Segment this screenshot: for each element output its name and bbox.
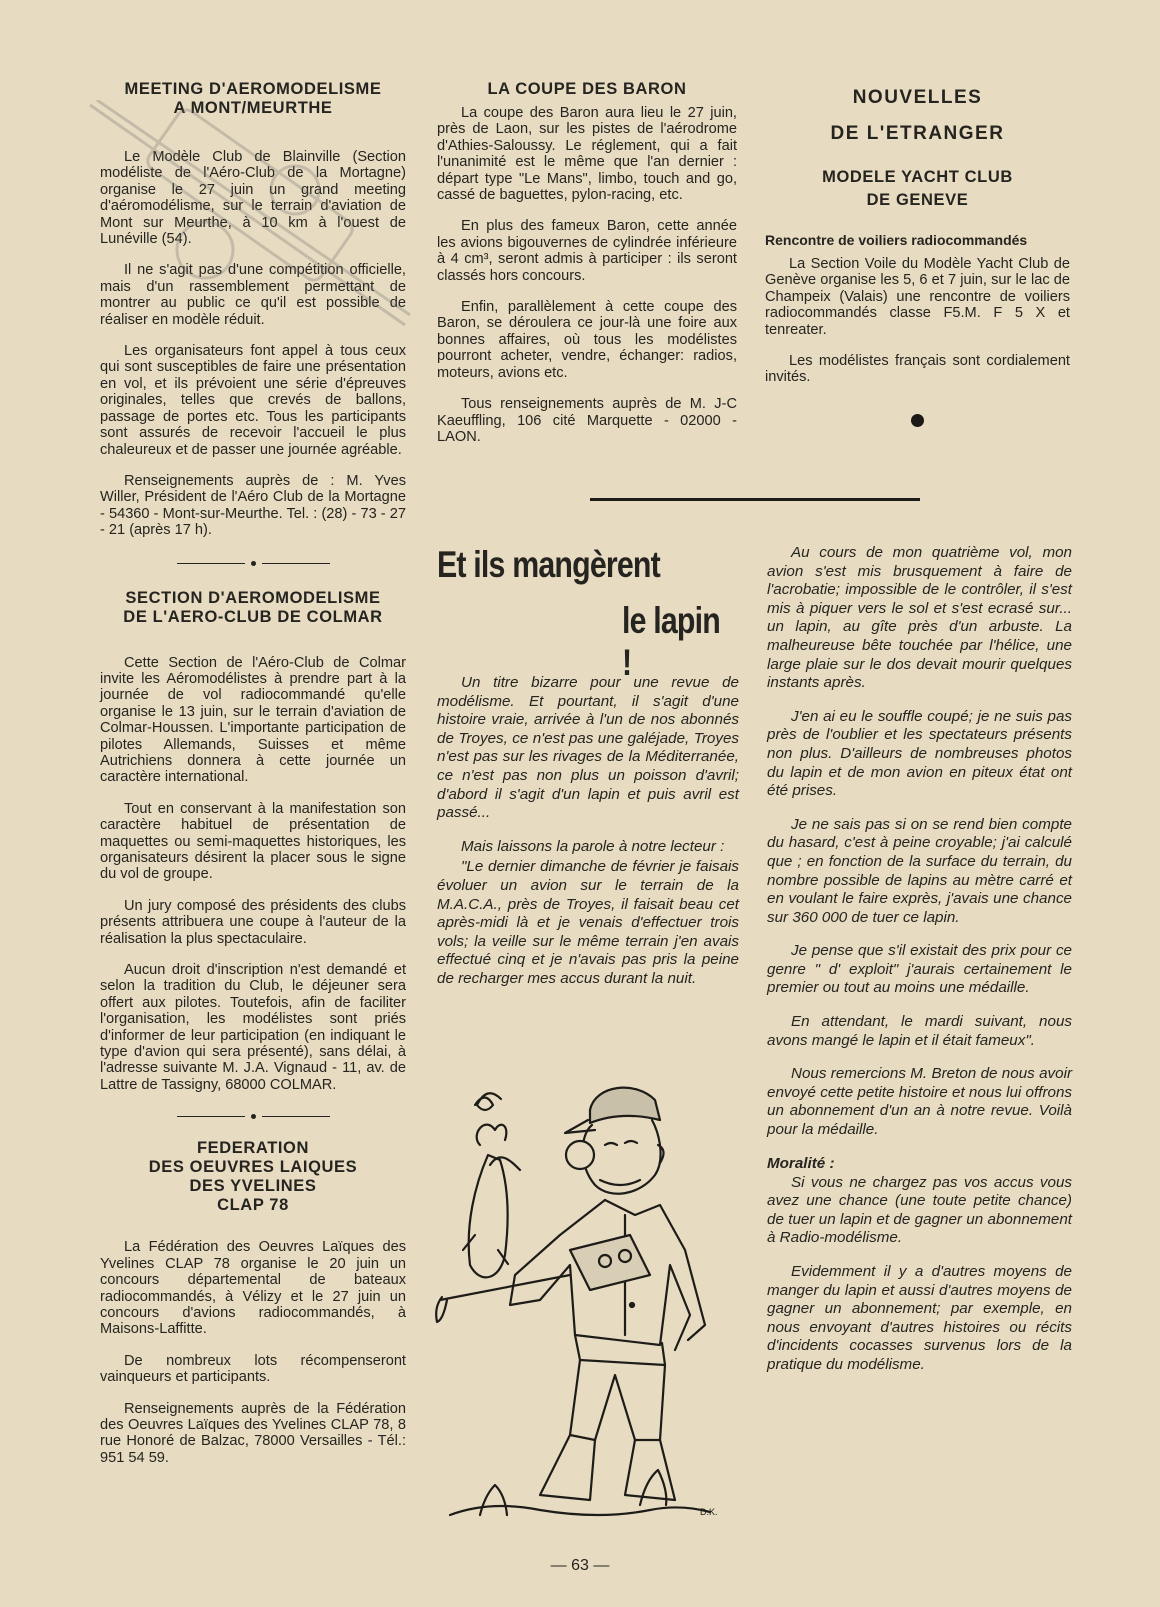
paragraph: Nous remercions M. Breton de nous avoir envoyé cette petite histoire et nous lui offrons un abonnement d'un an à notre revue. Voilà pour la médaille.	[767, 1065, 1072, 1139]
page-number: — 63 —	[550, 1557, 610, 1574]
paragraph: Renseignements auprès de : M. Yves Willer, Président de l'Aéro Club de la Mortagne - 54360 - Mont-sur-Meurthe. Tel. : (28) - 73 - 27 - 21 (après 17 h).	[100, 472, 406, 539]
paragraph: Aucun droit d'inscription n'est demandé et selon la tradition du Club, le déjeuner sera offert aux pilotes. Toutefois, afin de faciliter l'organisation, les modélistes sont priés d'informer de leur participation (en indiquant le type d'avion qui sera présenté), sans délai, à l'adresse suivante M. J.A. Vignaud - 11, av. de Lattre de Tassigny, 68000 COLMAR.	[100, 962, 406, 1093]
moralite-label: Moralité :	[767, 1154, 835, 1172]
paragraph: Enfin, parallèlement à cette coupe des Baron, se déroulera ce jour-là une foire aux bonnes affaires, où tous les modélistes pourront acheter, vendre, échanger: radios, moteurs, avions etc.	[437, 299, 737, 381]
end-of-article-bullet	[911, 414, 924, 427]
paragraph: Les modélistes français sont cordialement invités.	[765, 353, 1070, 386]
paragraph: Tout en conservant à la manifestation son caractère habituel de présentation de maquettes ou semi-maquettes historiques, les organisateurs désirent la placer sous le signe du vol de groupe.	[100, 800, 406, 883]
paragraph: Je ne sais pas si on se rend bien compte du hasard, c'est à peine croyable; j'ai calculé que ; en fonction de la surface du terrain, du nombre possible de lapins au mètre carré et en voulant le faire exprès, j'avais une chance sur 360 000 de tuer ce lapin.	[767, 815, 1072, 926]
article-title-line: SECTION D'AEROMODELISME	[125, 588, 381, 607]
paragraph: Les organisateurs font appel à tous ceux qui sont susceptibles de faire une présentation en vol, et ils prévoient une série d'épreuves originales, telles que crevés de ballons, passage de portes etc. Tous les participants sont assurés de recevoir l'accueil le plus chaleureux et de passer une journée agréable.	[100, 343, 406, 458]
headline-line: Et ils mangèrent	[437, 544, 660, 585]
section-separator	[100, 1109, 406, 1123]
paragraph: En plus des fameux Baron, cette année les avions bigouvernes de cylindrée inférieure à 4 cm³, seront admis à participer : ils seront classés hors concours.	[437, 218, 737, 284]
paragraph: La coupe des Baron aura lieu le 27 juin, près de Laon, sur les pistes de l'aérodrome d'Athies-Saloussy. Le réglement, qui a fait l'unanimité est le même que l'an dernier : départ type "Le Mans", limbo, touch and go, cassé de baguettes, pylon-racing, etc.	[437, 105, 737, 204]
article-lapin-continued	[767, 544, 1072, 1390]
paragraph: Renseignements auprès de la Fédération des Oeuvres Laïques des Yvelines CLAP 78, 8 rue Honoré de Balzac, 78000 Versailles - Tél.: 951 54 59.	[100, 1400, 406, 1466]
paragraph: La Section Voile du Modèle Yacht Club de Genève organise les 5, 6 et 7 juin, sur le lac de Champeix (Valais) une rencontre de voiliers radiocommandés classe F5.M. F 5 X et tenreater.	[765, 256, 1070, 338]
article-title-line: CLAP 78	[217, 1196, 289, 1215]
paragraph: Au cours de mon quatrième vol, mon avion s'est mis brusquement à faire de l'acrobatie; impossible de le contrôler, il s'est mis à piquer vers le sol et s'est ecrasé sur... un lapin, au gîte près d'un arbuste. La malheureuse bête touchée par l'hélice, une large plaie sur le dos devait mourir quelques instants après.	[767, 544, 1072, 692]
horizontal-rule	[590, 498, 920, 501]
article-clap-78	[100, 1139, 406, 1466]
paragraph: La Fédération des Oeuvres Laïques des Yvelines CLAP 78 organise le 20 juin un concours départemental de bateaux radiocommandés, à Vélizy et le 27 juin un concours d'avions radiocommandés, à Maisons-Laffitte.	[100, 1239, 406, 1338]
paragraph: J'en ai eu le souffle coupé; je ne suis pas près de l'oublier et les spectateurs présents non plus. D'ailleurs de nombreuses photos du lapin et de mon avion en piteux état ont été prises.	[767, 707, 1072, 800]
article-subheading: Rencontre de voiliers radiocommandés	[765, 232, 1028, 248]
headline-line: le lapin !	[622, 600, 720, 683]
paragraph: Evidemment il y a d'autres moyens de manger du lapin et aussi d'autres moyens de gagner un abonnement; par exemple, en nous envoyant d'autres histoires ou récits d'incidents cocasses survenus lors de la pratique du modélisme.	[767, 1263, 1072, 1373]
article-colmar	[100, 589, 406, 1094]
article-title-line: FEDERATION	[196, 1139, 310, 1158]
article-title-line: DE GENEVE	[866, 191, 969, 209]
article-lapin-intro	[437, 674, 739, 1004]
paragraph: Un titre bizarre pour une revue de modélisme. Et pourtant, il s'agit d'une histoire vraie, arrivée à l'un de nos abonnés de Troyes, ce n'est pas une galéjade, Troyes n'est pas sur les rivages de la Méditerranée, ce n'est pas non plus un poisson d'avril; d'abord il s'agit d'un lapin et puis avril est passé...	[437, 674, 739, 822]
paragraph: Le Modèle Club de Blainville (Section modéliste de l'Aéro-Club de la Mortagne) organise le 27 juin un grand meeting d'aéromodélisme, sur le terrain d'aviation de Mont sur Meurthe, à 10 km à l'ouest de Lunéville (54).	[100, 149, 406, 248]
cartoon-man-holding-rabbit-and-model-plane	[420, 1075, 740, 1545]
article-title: LA COUPE DES BARON	[487, 80, 687, 98]
article-nouvelles-etranger	[765, 80, 1070, 427]
paragraph: Si vous ne chargez pas vos accus vous avez une chance (une toute petite chance) de tuer un lapin et de gagner un abonnement à Radio-modélisme.	[767, 1173, 1072, 1247]
paragraph: Tous renseignements auprès de M. J-C Kaeuffling, 106 cité Marquette - 02000 - LAON.	[437, 396, 737, 445]
section-title-line: DE L'ETRANGER	[830, 123, 1005, 144]
section-title-line: NOUVELLES	[852, 87, 983, 108]
article-headline	[437, 544, 757, 683]
paragraph: De nombreux lots récompenseront vainqueurs et participants.	[100, 1352, 406, 1386]
paragraph: Cette Section de l'Aéro-Club de Colmar invite les Aéromodélistes à prendre part à la journée de vol radiocommandé qu'elle organise le 13 juin, sur le terrain d'aviation de Colmar-Houssen. L'importante participation de pilotes Allemands, Suisses et même Autrichiens donnera à cette journée un caractère international.	[100, 654, 406, 786]
paragraph: Il ne s'agit pas d'une compétition officielle, mais d'un rassemblement permettant de montrer au public ce qu'il est possible de réaliser en modèle réduit.	[100, 262, 406, 328]
article-title-line: DES YVELINES	[189, 1177, 317, 1196]
paragraph: Je pense que s'il existait des prix pour ce genre " d' exploit" j'aurais certainement le premier ou tout au moins une médaille.	[767, 942, 1072, 997]
artist-signature: D.K.	[700, 1507, 718, 1517]
article-meeting-mont-meurthe	[100, 80, 406, 539]
article-title-line: MEETING D'AEROMODELISME	[124, 80, 382, 98]
article-title-line: DES OEUVRES LAIQUES	[148, 1158, 358, 1177]
paragraph: Un jury composé des présidents des clubs présents attribuera une coupe à l'auteur de la réalisation la plus spectaculaire.	[100, 897, 406, 947]
article-title-line: DE L'AERO-CLUB DE COLMAR	[123, 607, 383, 626]
paragraph: "Le dernier dimanche de février je faisais évoluer un avion sur le terrain de la M.A.C.A., près de Troyes, il faisait beau cet après-midi là et je venais d'effectuer trois vols; la veille sur le même terrain j'en avais effectué cinq et je n'avais pas pris la peine de recharger mes accus durant la nuit.	[437, 858, 739, 987]
paragraph: En attendant, le mardi suivant, nous avons mangé le lapin et il était fameux".	[767, 1013, 1072, 1049]
article-coupe-des-baron	[437, 80, 737, 460]
article-title-line: MODELE YACHT CLUB	[822, 168, 1013, 186]
paragraph: Mais laissons la parole à notre lecteur :	[461, 837, 725, 855]
column-left	[100, 80, 406, 1481]
article-title-line: A MONT/MEURTHE	[173, 99, 333, 117]
section-separator	[100, 557, 406, 571]
